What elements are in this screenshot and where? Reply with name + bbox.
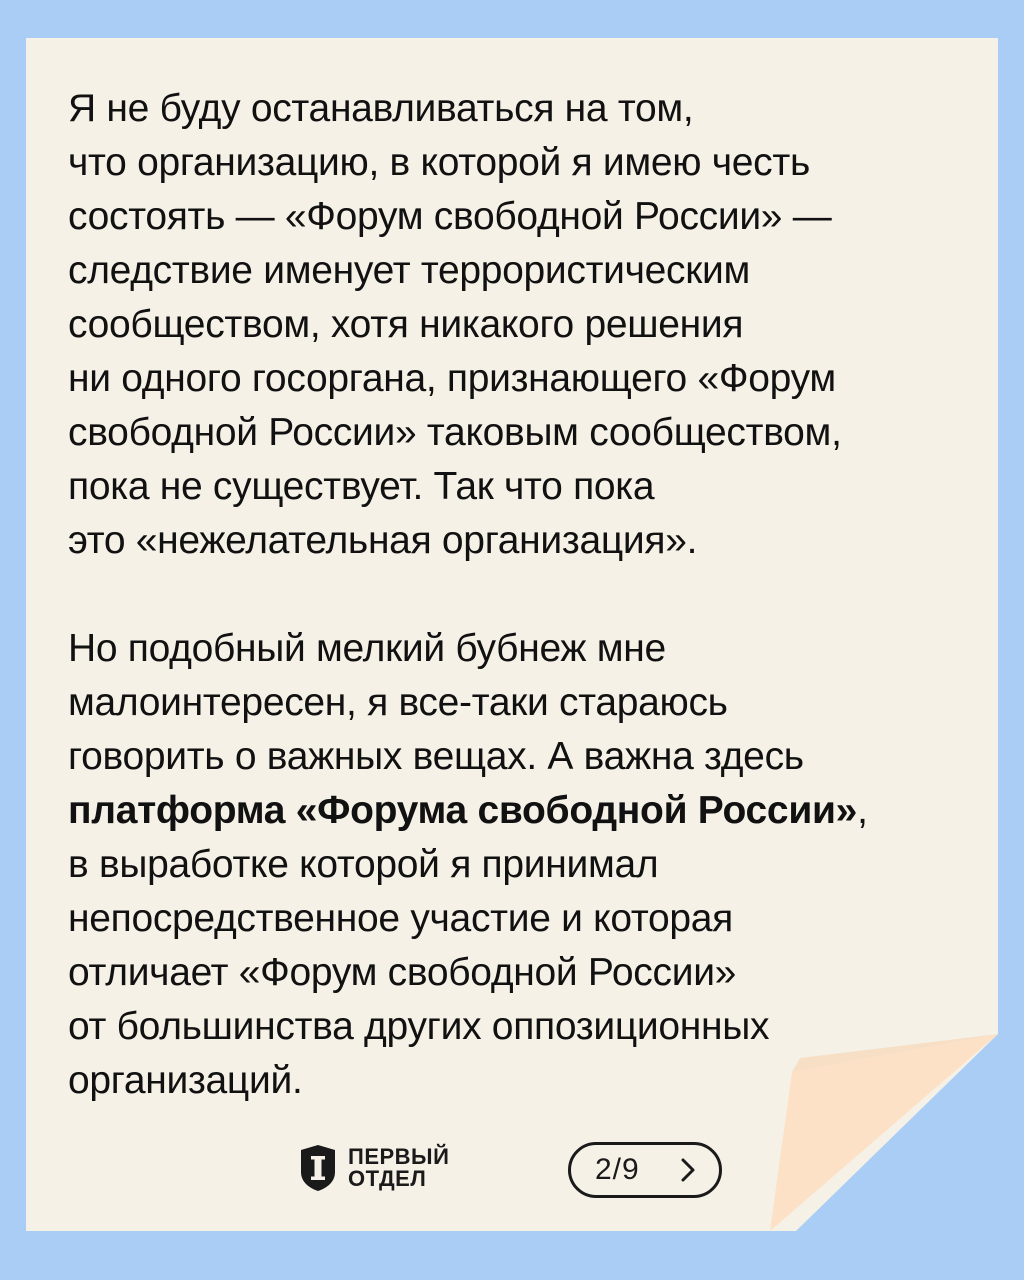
text-line: Но подобный мелкий бубнеж мне	[68, 627, 666, 670]
text-line: от большинства других оппозиционных	[68, 1005, 770, 1048]
text-line: Я не буду останавливаться на том,	[68, 87, 694, 130]
text-line: следствие именует террористическим	[68, 249, 750, 292]
text-line-with-bold	[68, 784, 968, 838]
brand-logo	[298, 1144, 449, 1192]
page-indicator: 2/9	[595, 1153, 640, 1186]
brand-name	[348, 1146, 449, 1190]
text-line: отличает «Форум свободной России»	[68, 951, 737, 994]
paragraph-1	[68, 82, 968, 568]
text-line: говорить о важных вещах. А важна здесь	[68, 735, 804, 778]
paragraph-2	[68, 622, 968, 1108]
shield-icon	[298, 1144, 338, 1192]
next-page-button[interactable]	[568, 1142, 722, 1198]
text-line: ни одного госоргана, признающего «Форум	[68, 357, 836, 400]
brand-name-line: ПЕРВЫЙ	[348, 1144, 450, 1169]
text-line: малоинтересен, я все-таки стараюсь	[68, 681, 728, 724]
bold-phrase: платформа «Форума свободной России»	[68, 789, 858, 832]
body-text	[68, 82, 968, 1108]
text-line: свободной России» таковым сообществом,	[68, 411, 842, 454]
text-line: организаций.	[68, 1059, 303, 1102]
text-line: в выработке которой я принимал	[68, 843, 659, 886]
text-line: пока не существует. Так что пока	[68, 465, 655, 508]
text-line: что организацию, в которой я имею честь	[68, 141, 810, 184]
text-fragment: ,	[857, 789, 868, 832]
text-line: это «нежелательная организация».	[68, 519, 698, 562]
text-line: непосредственное участие и которая	[68, 897, 733, 940]
brand-name-line: ОТДЕЛ	[348, 1166, 427, 1191]
chevron-right-icon	[679, 1157, 697, 1183]
text-line: сообществом, хотя никакого решения	[68, 303, 744, 346]
text-line: состоять — «Форум свободной России» —	[68, 195, 832, 238]
